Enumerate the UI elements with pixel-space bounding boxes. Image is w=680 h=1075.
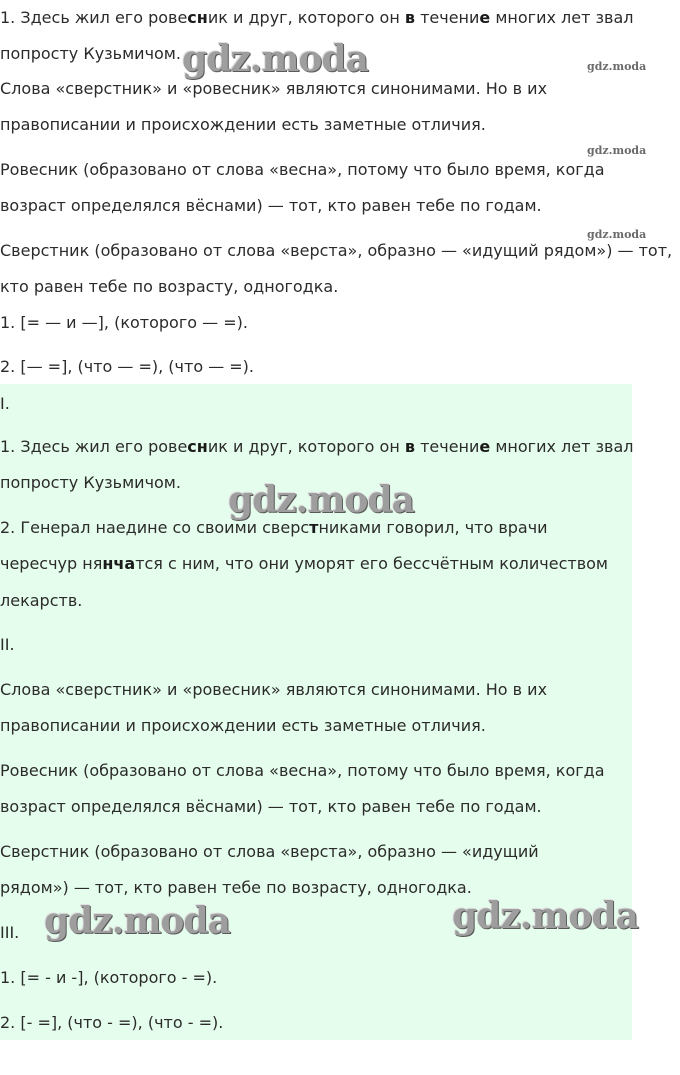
green-sentence-2: 2. Генерал наедине со своими сверстниками говорил, что врачи <box>0 518 548 537</box>
watermark-logo: gdz.moda <box>228 479 414 521</box>
sentence-1: 1. Здесь жил его ровесник и друг, которого он в течение многих лет звал <box>0 8 634 27</box>
green-sentence-1-cont: попросту Кузьмичом. <box>0 473 181 492</box>
green-synonyms-text-cont: правописании и происхождении есть заметные отличия. <box>0 716 486 735</box>
watermark-logo: gdz.moda <box>452 895 638 937</box>
green-sverstnik-text: Сверстник (образовано от слова «верста», образно — «идущий <box>0 842 539 861</box>
watermark-small: gdz.moda <box>587 144 647 157</box>
green-scheme-1: 1. [= - и -], (которого - =). <box>0 968 218 987</box>
section-heading-2: II. <box>0 635 15 654</box>
watermark-logo: gdz.moda <box>44 900 230 942</box>
sentence-1-cont: попросту Кузьмичом. <box>0 44 181 63</box>
rovesnik-text-cont: возраст определялся вёснами) — тот, кто равен тебе по годам. <box>0 196 542 215</box>
synonyms-text-cont: правописании и происхождении есть заметные отличия. <box>0 115 486 134</box>
watermark-logo: gdz.moda <box>182 38 368 80</box>
watermark-small: gdz.moda <box>587 60 647 73</box>
scheme-1: 1. [= — и —], (которого — =). <box>0 313 248 332</box>
green-rovesnik-text: Ровесник (образовано от слова «весна», потому что было время, когда <box>0 761 605 780</box>
green-sverstnik-text-cont: рядом») — тот, кто равен тебе по возрасту, одногодка. <box>0 878 472 897</box>
synonyms-text: Слова «сверстник» и «ровесник» являются синонимами. Но в их <box>0 79 548 98</box>
green-sentence-1: 1. Здесь жил его ровесник и друг, которого он в течение многих лет звал <box>0 437 634 456</box>
sverstnik-text: Сверстник (образовано от слова «верста», образно — «идущий рядом») — тот, <box>0 241 673 260</box>
green-synonyms-text: Слова «сверстник» и «ровесник» являются синонимами. Но в их <box>0 680 548 699</box>
scheme-2: 2. [— =], (что — =), (что — =). <box>0 357 255 376</box>
green-rovesnik-text-cont: возраст определялся вёснами) — тот, кто равен тебе по годам. <box>0 797 542 816</box>
watermark-small: gdz.moda <box>587 228 647 241</box>
green-sentence-2-cont: чересчур нянчатся с ним, что они уморят его бессчётным количеством <box>0 554 608 573</box>
sverstnik-text-cont: кто равен тебе по возрасту, одногодка. <box>0 277 339 296</box>
green-sentence-2-end: лекарств. <box>0 591 83 610</box>
rovesnik-text: Ровесник (образовано от слова «весна», потому что было время, когда <box>0 160 605 179</box>
green-scheme-2: 2. [- =], (что - =), (что - =). <box>0 1013 224 1032</box>
section-heading-1: I. <box>0 394 10 413</box>
section-heading-3: III. <box>0 923 20 942</box>
